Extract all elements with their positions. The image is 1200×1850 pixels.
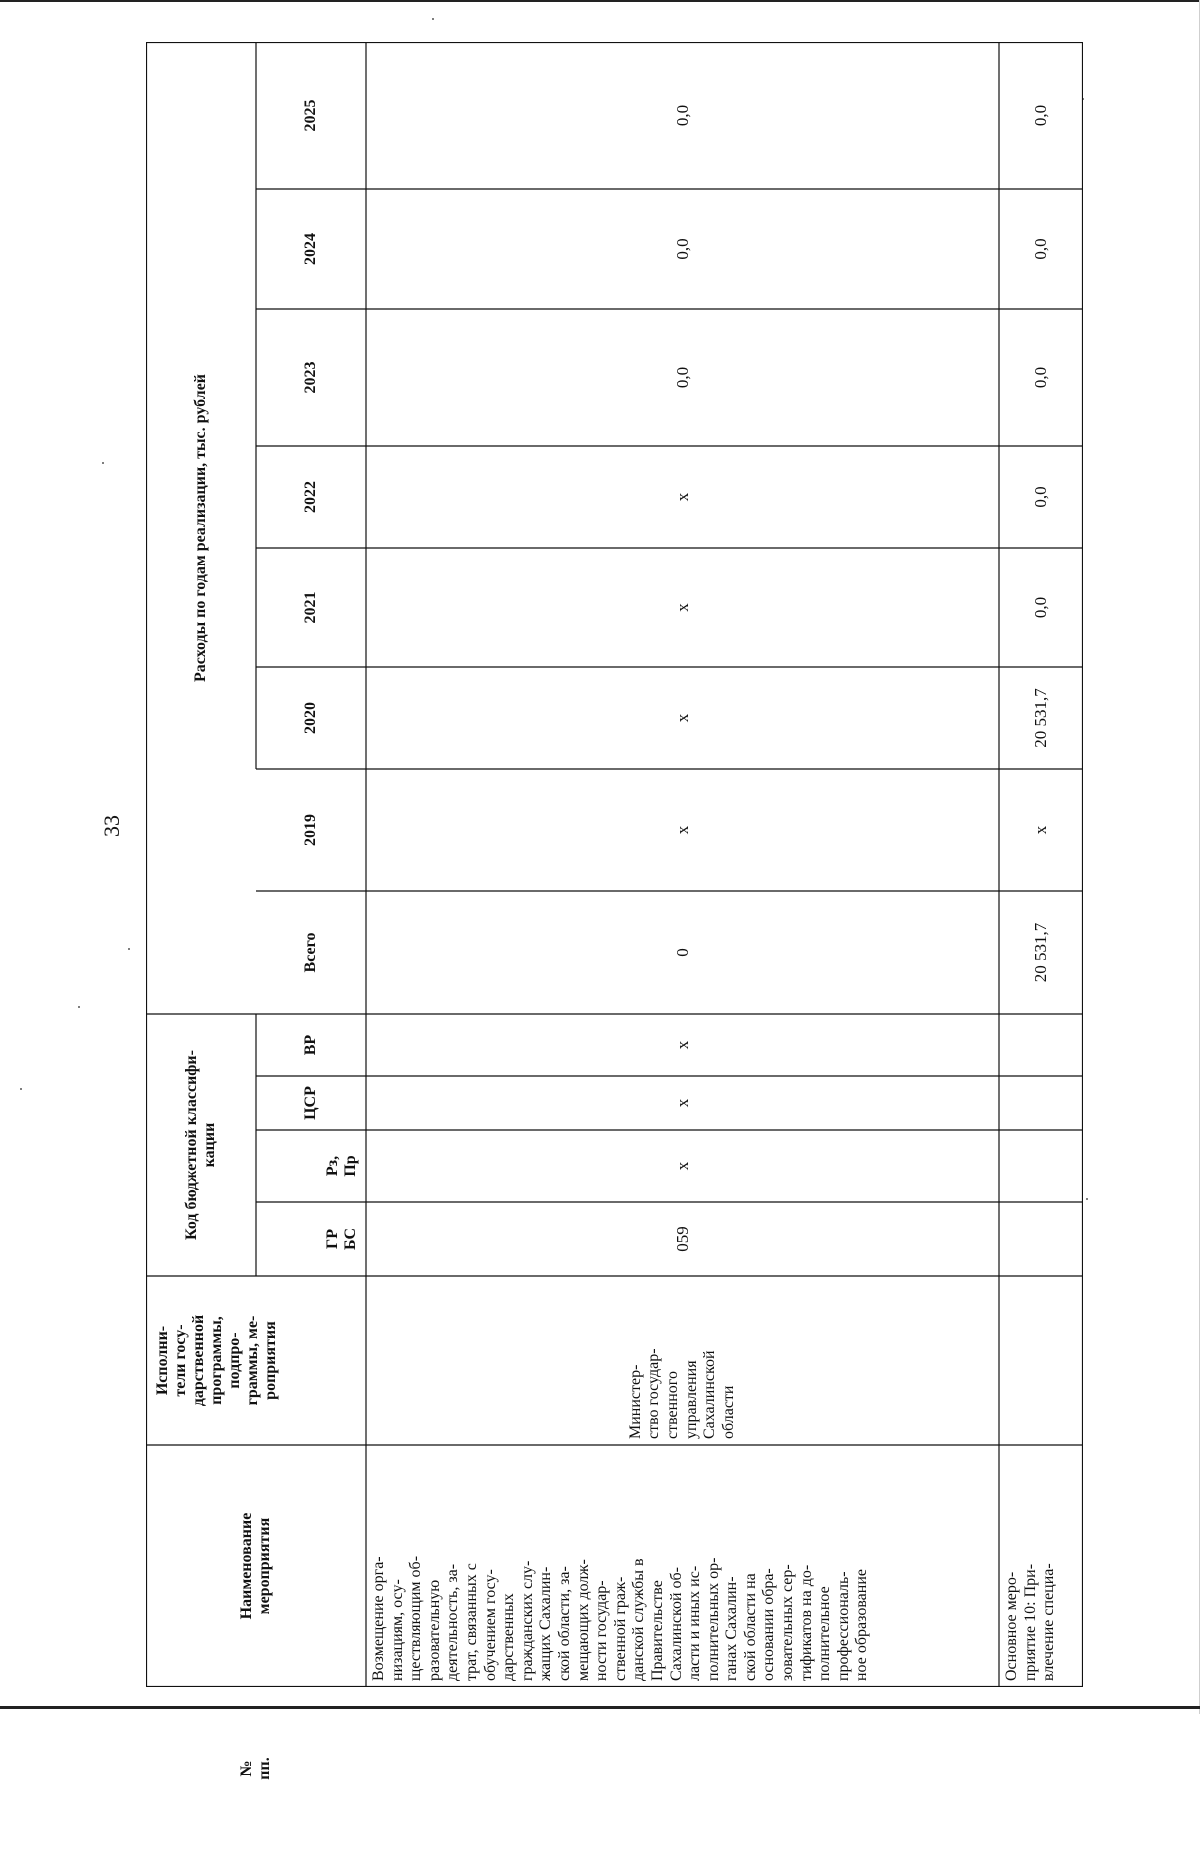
header-year-2024: 2024 xyxy=(302,233,319,265)
header-executors: Исполни- тели госу- дарственной программы, подпро- граммы, ме- роприятия xyxy=(154,1314,279,1407)
row-9-3-rzpr: x xyxy=(672,1161,692,1171)
header-kbk-group: Код бюджетной классифи- кации xyxy=(183,1050,218,1240)
scan-speck xyxy=(102,462,104,464)
page-number: 33 xyxy=(99,815,124,837)
row-9-3-2020: x xyxy=(672,713,692,723)
row-9-3-grbs: 059 xyxy=(672,1226,692,1252)
row-9-3-vr: x xyxy=(672,1040,692,1050)
row-9-3-2021: x xyxy=(672,603,692,612)
header-total: Всего xyxy=(302,932,319,973)
header-year-2025: 2025 xyxy=(302,99,319,132)
row-10-name: Основное меро- приятие 10: При- влечение специа- xyxy=(1003,1563,1058,1681)
scan-speck xyxy=(128,948,130,950)
row-9-3-csr: x xyxy=(672,1098,692,1108)
row-10-2023: 0,0 xyxy=(1031,366,1050,389)
row-10-2025: 0,0 xyxy=(1031,104,1050,127)
header-rzpr: Рз, Пр xyxy=(324,1155,359,1177)
scan-speck xyxy=(1086,1198,1088,1200)
row-10-2019: x xyxy=(1031,825,1050,835)
row-9-3-total: 0 xyxy=(672,948,692,957)
row-10-2020: 20 531,7 xyxy=(1031,688,1050,748)
row-10-2021: 0,0 xyxy=(1031,596,1050,619)
row-10-vr xyxy=(999,1014,1083,1076)
header-year-2020: 2020 xyxy=(302,702,319,734)
row-10-rzpr xyxy=(999,1130,1083,1202)
header-year-2023: 2023 xyxy=(302,361,319,394)
row-9-3-2019: x xyxy=(672,825,692,835)
scan-edge-bottom xyxy=(0,1706,1200,1709)
budget-table xyxy=(146,42,1083,1687)
scan-speck xyxy=(78,1006,80,1008)
header-year-2019: 2019 xyxy=(302,814,319,846)
scan-speck xyxy=(432,18,434,20)
scan-speck xyxy=(20,1088,22,1090)
row-10-total: 20 531,7 xyxy=(1031,922,1050,983)
header-year-2021: 2021 xyxy=(302,591,319,624)
row-10-grbs xyxy=(999,1202,1083,1276)
header-name: Наименование мероприятия xyxy=(238,1512,273,1620)
row-9-3-name: Возмещение орга- низациям, осу- ществляющим об- разовательную деятельность, за- трат, связанных с обучением госу- дарственных гражданских слу- жащих Сахалин- ской области, за- мещающих долж- ности государ- ственной граж- данской службы в Правительстве Сахалинской об- ласти и иных ис- полнительных ор- ганах Сахалин- ской области на основании обра- зовательных сер- тификатов на до- полнительное профессиональ- ное образование xyxy=(370,1555,871,1681)
row-9-3-2023: 0,0 xyxy=(672,366,692,389)
row-9-3-2024: 0,0 xyxy=(672,238,692,260)
header-no: № пп. xyxy=(238,1757,273,1780)
row-9-3-2025: 0,0 xyxy=(672,104,692,127)
row-9-3-2022: x xyxy=(672,492,692,502)
header-expenses-group: Расходы по годам реализации, тыс. рублей xyxy=(192,373,209,683)
row-10-executor xyxy=(999,1276,1083,1445)
row-10-2022: 0,0 xyxy=(1031,486,1050,508)
header-csr: ЦСР xyxy=(302,1086,319,1120)
scan-edge-top xyxy=(0,0,1200,2)
row-10-csr xyxy=(999,1076,1083,1130)
header-year-2022: 2022 xyxy=(302,481,319,513)
row-9-3-executor: Министер- ство государ- ственного управления Сахалинской области xyxy=(626,1348,737,1439)
header-vr: ВР xyxy=(302,1034,319,1056)
row-10-2024: 0,0 xyxy=(1031,238,1050,260)
header-grbs: ГР БС xyxy=(324,1227,359,1251)
